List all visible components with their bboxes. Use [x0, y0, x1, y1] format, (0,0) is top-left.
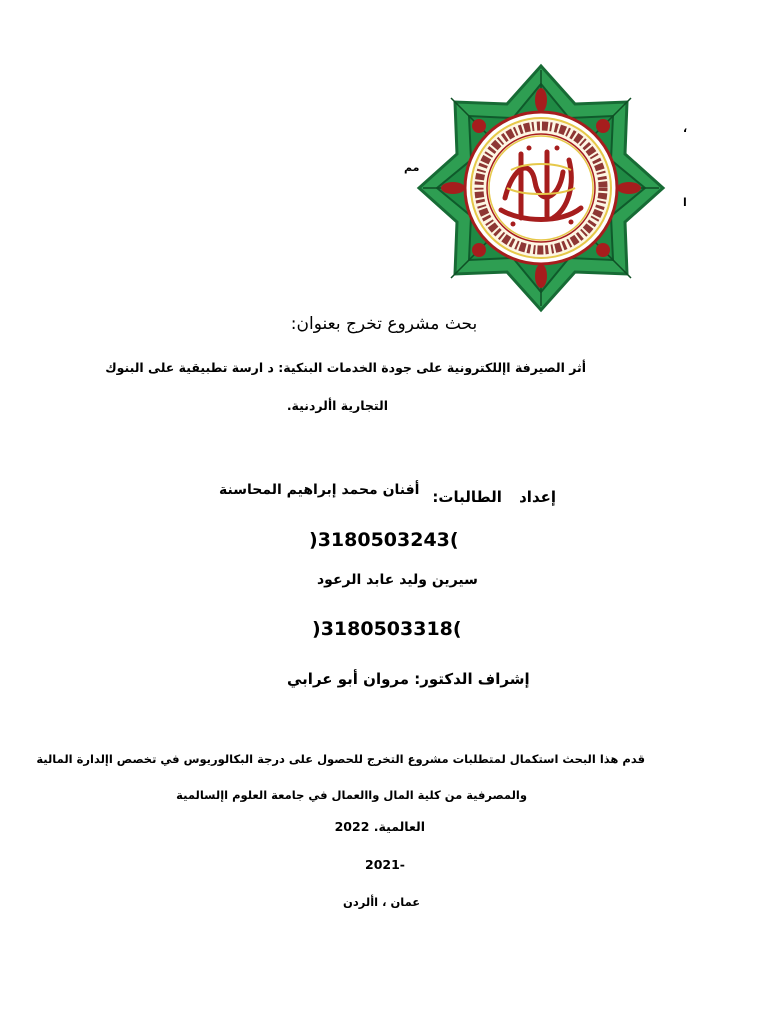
- university-emblem: [407, 62, 675, 314]
- student-id: )3180503243(: [309, 529, 459, 551]
- research-title-line2: التجارية األردنية.: [286, 398, 388, 413]
- academic-year: -2021: [365, 857, 405, 872]
- research-title-line1: أثر الصيرفة اإللكترونية على جودة الخدمات البنكية: د ارسة تطبيقية على البنوك: [105, 360, 586, 375]
- submission-statement-line3: العالمية. 2022: [334, 819, 425, 834]
- student-id: )3180503318(: [312, 618, 462, 640]
- place-label: عمان ، األردن: [343, 895, 421, 909]
- header-fragment-right-bottom: ا: [683, 196, 687, 209]
- student-name: أفنان محمد إبراهيم المحاسنة: [219, 482, 420, 498]
- submission-statement-line2: والمصرفية من كلية المال واالعمال في جامعة العلوم اإلسالمية: [176, 788, 527, 802]
- prepared-by-label: إعداد الطالبات:: [432, 488, 556, 506]
- submission-statement-line1: قدم هذا البحث استكمال لمتطلبات مشروع التخرج للحصول على درجة البكالوريوس في تخصص اإلدارة المالية: [36, 752, 645, 766]
- header-fragment-left: مم: [404, 161, 420, 174]
- header-fragment-right-top: ،: [683, 122, 688, 135]
- supervisor-line: إشراف الدكتور: مروان أبو عرابي: [287, 670, 530, 688]
- project-label: بحث مشروع تخرج بعنوان:: [290, 314, 478, 334]
- student-name: سيرين وليد عابد الرعود: [317, 572, 478, 588]
